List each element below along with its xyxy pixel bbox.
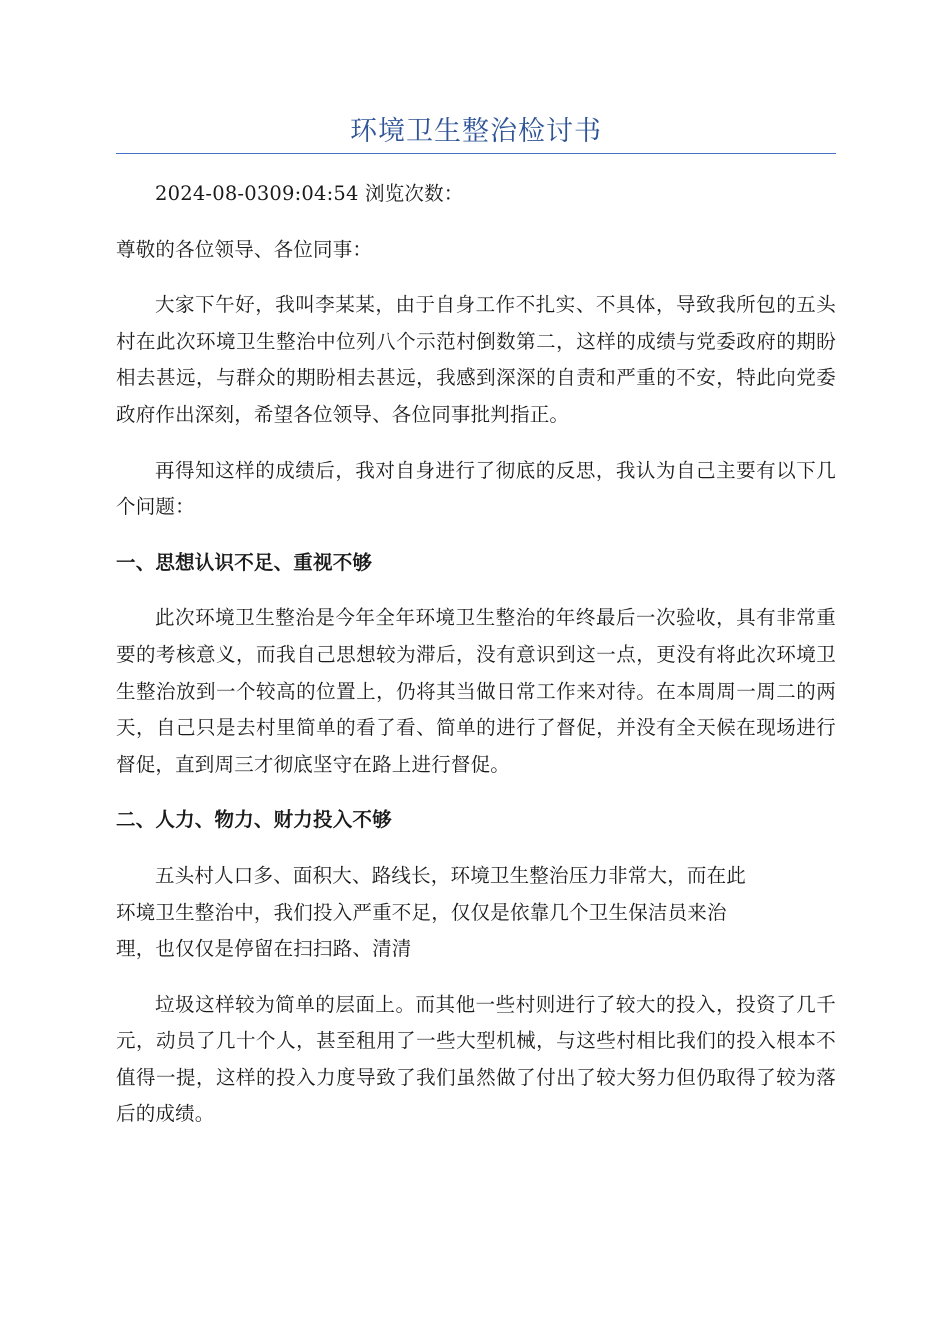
section-body-2-part2: 垃圾这样较为简单的层面上。而其他一些村则进行了较大的投入，投资了几千元，动员了几十个人，甚至租用了一些大型机械，与这些村相比我们的投入根本不值得一提，这样的投入力度导致了我们虽然做了付出了较大努力但仍取得了较为落后的成绩。 <box>116 992 836 1126</box>
section-body-2-line2: 环境卫生整治中，我们投入严重不足，仅仅是依靠几个卫生保洁员来治 <box>116 900 727 924</box>
title-divider <box>116 153 836 154</box>
page-title: 环境卫生整治检讨书 <box>350 116 602 147</box>
salutation: 尊敬的各位领导、各位同事： <box>116 237 373 261</box>
section-heading-1: 一、思想认识不足、重视不够 <box>116 550 373 574</box>
section-heading-2: 二、人力、物力、财力投入不够 <box>116 808 392 832</box>
paragraph-reflection: 再得知这样的成绩后，我对自身进行了彻底的反思，我认为自己主要有以下几个问题： <box>116 458 836 519</box>
section-body-2-part1 <box>116 858 836 968</box>
document-body <box>116 176 836 1152</box>
paragraph-intro: 大家下午好，我叫李某某，由于自身工作不扎实、不具体，导致我所包的五头村在此次环境卫生整治中位列八个示范村倒数第二，这样的成绩与党委政府的期盼相去甚远，与群众的期盼相去甚远，我感到深深的自责和严重的不安，特此向党委政府作出深刻，希望各位领导、各位同事批判指正。 <box>116 293 836 426</box>
section-body-2-line3: 理，也仅仅是停留在扫扫路、清清 <box>116 937 412 961</box>
meta-line: 2024-08-0309:04:54 浏览次数： <box>155 182 464 205</box>
section-body-2-line1: 五头村人口多、面积大、路线长，环境卫生整治压力非常大，而在此 <box>155 863 747 887</box>
section-body-1: 此次环境卫生整治是今年全年环境卫生整治的年终最后一次验收，具有非常重要的考核意义，而我自己思想较为滞后，没有意识到这一点，更没有将此次环境卫生整治放到一个较高的位置上，仍将其当做日常工作来对待。在本周周一周二的两天，自己只是去村里简单的看了看、简单的进行了督促，并没有全天候在现场进行督促，直到周三才彻底坚守在路上进行督促。 <box>116 606 836 776</box>
